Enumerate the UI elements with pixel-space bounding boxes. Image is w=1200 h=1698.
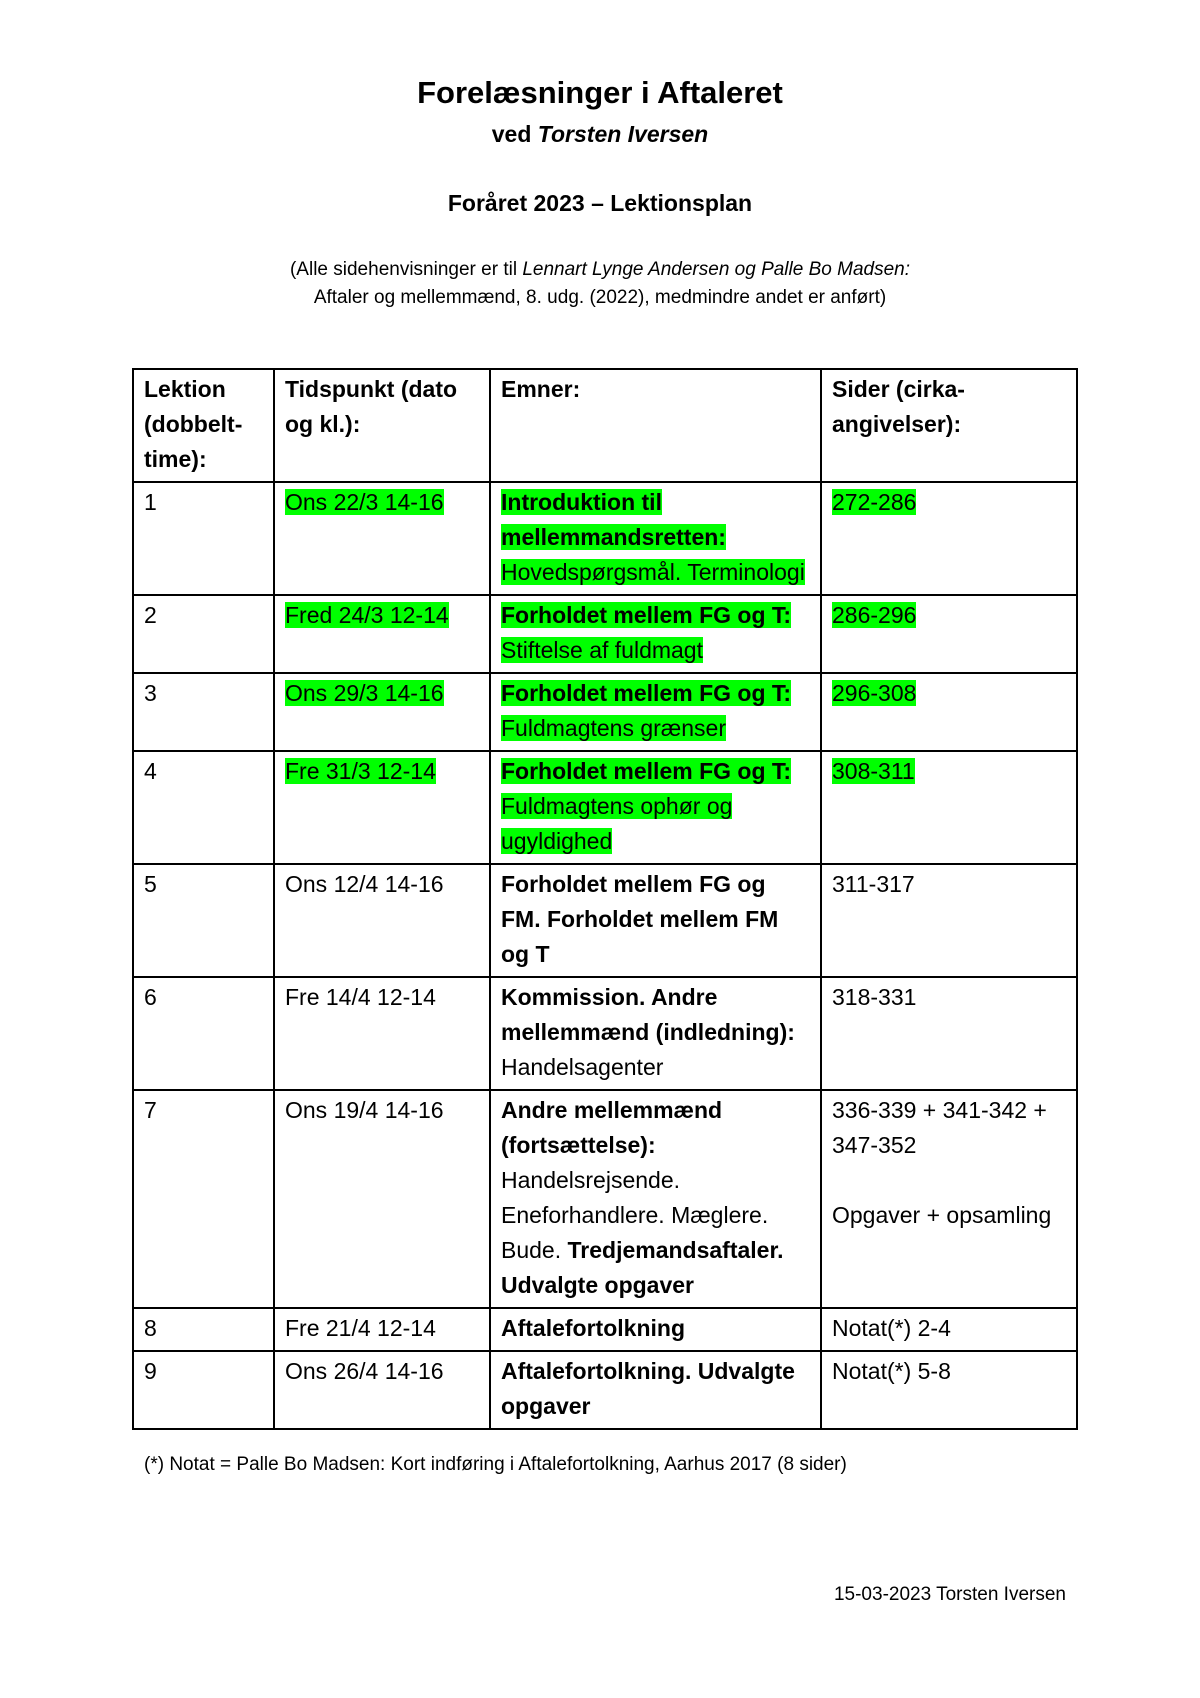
header-lektion: Lektion (dobbelt-time): xyxy=(133,369,274,482)
table-row xyxy=(133,1308,1077,1351)
emne-title: Forholdet mellem FG og T: xyxy=(501,680,792,706)
cell-lektion: 4 xyxy=(133,751,274,864)
table-row xyxy=(133,673,1077,751)
emne-title: Forholdet mellem FG og T: xyxy=(501,602,792,628)
reference-prefix: (Alle sidehenvisninger er til xyxy=(289,259,523,280)
tidspunkt-text: Ons 19/4 14-16 xyxy=(285,1097,444,1123)
cell-lektion: 6 xyxy=(133,977,274,1090)
cell-lektion: 8 xyxy=(133,1308,274,1351)
emne-title: Forholdet mellem FG og T: xyxy=(501,758,792,784)
table-row xyxy=(133,864,1077,977)
cell-tidspunkt xyxy=(274,595,490,673)
tidspunkt-text: Ons 29/3 14-16 xyxy=(285,680,444,706)
cell-lektion: 1 xyxy=(133,482,274,595)
cell-sider xyxy=(821,673,1077,751)
table-row xyxy=(133,1351,1077,1429)
cell-emne xyxy=(490,751,821,864)
sider-range: 311-317 xyxy=(832,871,915,897)
tidspunkt-text: Fred 24/3 12-14 xyxy=(285,602,449,628)
emne-title: Forholdet mellem FG og FM. Forholdet mellem FM og T xyxy=(501,871,779,967)
cell-tidspunkt xyxy=(274,1351,490,1429)
tidspunkt-text: Ons 12/4 14-16 xyxy=(285,871,444,897)
sider-extra: Opgaver + opsamling xyxy=(832,1202,1052,1228)
emne-title: Kommission. Andre mellemmænd (indledning): xyxy=(501,984,795,1045)
cell-lektion: 5 xyxy=(133,864,274,977)
cell-emne xyxy=(490,1351,821,1429)
sider-range: 296-308 xyxy=(832,680,917,706)
table-row xyxy=(133,751,1077,864)
header-tidspunkt: Tidspunkt (dato og kl.): xyxy=(274,369,490,482)
emne-detail: Handelsagenter xyxy=(501,1054,664,1080)
header-emner: Emner: xyxy=(490,369,821,482)
page-subtitle: Foråret 2023 – Lektionsplan xyxy=(447,190,753,216)
reference-book: Aftaler og mellemmænd, 8. udg. (2022), medmindre andet er anført) xyxy=(313,287,887,308)
cell-emne xyxy=(490,1308,821,1351)
cell-tidspunkt xyxy=(274,751,490,864)
byline-prefix: ved xyxy=(491,121,538,147)
cell-sider xyxy=(821,977,1077,1090)
sider-range: 286-296 xyxy=(832,602,917,628)
emne-title: Aftalefortolkning xyxy=(501,1315,685,1341)
sider-range: Notat(*) 2-4 xyxy=(832,1315,951,1341)
schedule-table xyxy=(132,368,1078,1430)
sider-range: 308-311 xyxy=(832,758,915,784)
cell-sider xyxy=(821,1308,1077,1351)
cell-sider xyxy=(821,751,1077,864)
cell-emne xyxy=(490,482,821,595)
table-row xyxy=(133,482,1077,595)
byline xyxy=(0,121,1200,148)
cell-tidspunkt xyxy=(274,1308,490,1351)
sider-range: 318-331 xyxy=(832,984,917,1010)
cell-emne xyxy=(490,595,821,673)
table-row xyxy=(133,1090,1077,1308)
emne-detail: Fuldmagtens ophør og ugyldighed xyxy=(501,793,733,854)
header-sider: Sider (cirka-angivelser): xyxy=(821,369,1077,482)
reference-authors: Lennart Lynge Andersen og Palle Bo Madsen: xyxy=(522,259,910,280)
page-title: Forelæsninger i Aftaleret xyxy=(417,75,783,110)
cell-sider xyxy=(821,595,1077,673)
cell-sider xyxy=(821,864,1077,977)
sider-range: 272-286 xyxy=(832,489,917,515)
footer-date-author: 15-03-2023 Torsten Iversen xyxy=(833,1584,1066,1605)
tidspunkt-text: Fre 14/4 12-14 xyxy=(285,984,436,1010)
cell-sider xyxy=(821,1351,1077,1429)
cell-emne xyxy=(490,673,821,751)
emne-title-2: Tredjemandsaftaler. Udvalgte opgaver xyxy=(501,1237,784,1298)
cell-lektion: 7 xyxy=(133,1090,274,1308)
cell-emne xyxy=(490,864,821,977)
tidspunkt-text: Ons 22/3 14-16 xyxy=(285,489,444,515)
table-header-row xyxy=(133,369,1077,482)
sider-range: Notat(*) 5-8 xyxy=(832,1358,951,1384)
sider-range: 336-339 + 341-342 + 347-352 xyxy=(832,1097,1047,1158)
emne-detail: Handelsrejsende. Eneforhandlere. Mæglere. Bude. xyxy=(501,1167,769,1263)
table-row xyxy=(133,977,1077,1090)
cell-emne xyxy=(490,1090,821,1308)
tidspunkt-text: Fre 21/4 12-14 xyxy=(285,1315,436,1341)
cell-sider xyxy=(821,482,1077,595)
tidspunkt-text: Fre 31/3 12-14 xyxy=(285,758,436,784)
cell-tidspunkt xyxy=(274,864,490,977)
cell-tidspunkt xyxy=(274,673,490,751)
cell-tidspunkt xyxy=(274,1090,490,1308)
table-row xyxy=(133,595,1077,673)
cell-emne xyxy=(490,977,821,1090)
cell-lektion: 3 xyxy=(133,673,274,751)
emne-detail: Stiftelse af fuldmagt xyxy=(501,637,703,663)
cell-tidspunkt xyxy=(274,977,490,1090)
reference-note xyxy=(0,256,1200,312)
cell-lektion: 9 xyxy=(133,1351,274,1429)
emne-detail: Hovedspørgsmål. Terminologi xyxy=(501,559,805,585)
tidspunkt-text: Ons 26/4 14-16 xyxy=(285,1358,444,1384)
emne-title: Aftalefortolkning. Udvalgte opgaver xyxy=(501,1358,795,1419)
footnote: (*) Notat = Palle Bo Madsen: Kort indføring i Aftalefortolkning, Aarhus 2017 (8 sider) xyxy=(144,1454,847,1475)
emne-title: Introduktion til mellemmandsretten: xyxy=(501,489,726,550)
emne-detail: Fuldmagtens grænser xyxy=(501,715,726,741)
cell-tidspunkt xyxy=(274,482,490,595)
cell-lektion: 2 xyxy=(133,595,274,673)
cell-sider xyxy=(821,1090,1077,1308)
lecturer-name: Torsten Iversen xyxy=(537,121,709,147)
emne-title: Andre mellemmænd (fortsættelse): xyxy=(501,1097,723,1158)
